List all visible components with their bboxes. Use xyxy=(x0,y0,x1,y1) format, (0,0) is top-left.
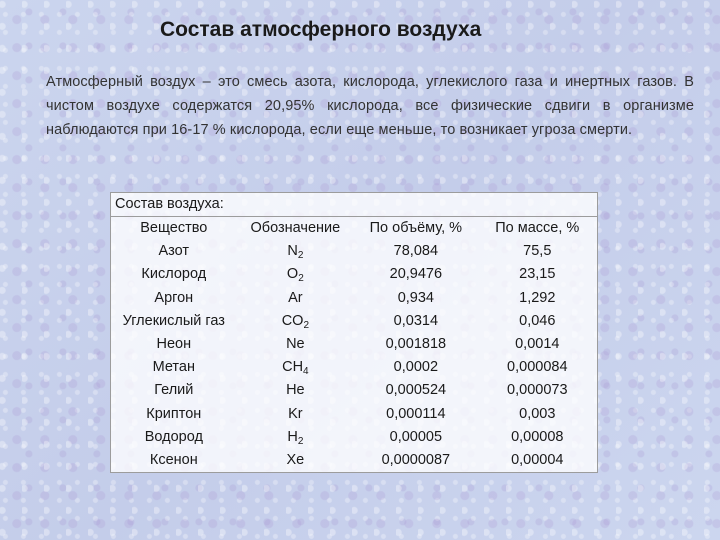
cell-volume: 0,0000087 xyxy=(381,451,451,468)
header-volume: По объёму, % xyxy=(369,220,463,237)
intro-paragraph: Атмосферный воздух – это смесь азота, кислорода, углекислого газа и инертных газов. В чистом воздухе содержатся 20,95% кислорода, все физические сдвиги в организме наблюдаются при 16-17 % кислорода, если еще меньше, то возникает угроза смерти. xyxy=(46,74,694,138)
cell-symbol xyxy=(237,379,355,402)
cell-volume: 0,0002 xyxy=(393,359,439,376)
cell-symbol xyxy=(237,449,355,473)
cell-mass: 0,000073 xyxy=(507,382,568,399)
cell-substance: Углекислый газ xyxy=(122,312,225,329)
symbol-subscript: 2 xyxy=(297,435,304,447)
cell-symbol xyxy=(237,263,355,286)
symbol-text: Kr xyxy=(288,405,303,422)
table-row xyxy=(111,287,598,310)
cell-mass: 23,15 xyxy=(519,266,556,283)
table-row xyxy=(111,356,598,379)
symbol-subscript: 2 xyxy=(298,273,304,285)
header-mass: По массе, % xyxy=(495,220,580,237)
cell-symbol xyxy=(237,426,355,449)
cell-volume: 0,000114 xyxy=(386,405,446,422)
symbol-subscript: 4 xyxy=(303,366,309,378)
cell-mass: 1,292 xyxy=(519,289,556,306)
cell-mass: 0,0014 xyxy=(515,336,560,353)
symbol-text: He xyxy=(286,382,305,399)
table-row xyxy=(111,263,598,286)
table-row xyxy=(111,426,598,449)
cell-symbol xyxy=(237,333,355,356)
cell-volume: 0,000524 xyxy=(385,382,447,399)
cell-substance: Водород xyxy=(144,428,203,445)
cell-symbol xyxy=(237,403,355,426)
cell-symbol xyxy=(237,240,355,263)
cell-mass: 0,00008 xyxy=(511,428,564,445)
cell-symbol xyxy=(237,287,355,310)
slide-title: Состав атмосферного воздуха xyxy=(160,18,482,41)
table-row xyxy=(111,310,598,333)
cell-volume: 20,9476 xyxy=(389,266,443,283)
cell-volume: 0,001818 xyxy=(385,336,447,353)
symbol-text: O xyxy=(286,266,299,283)
cell-volume: 0,934 xyxy=(397,289,434,306)
cell-substance: Азот xyxy=(158,243,190,260)
cell-substance: Кислород xyxy=(141,266,207,283)
table-row xyxy=(111,240,598,263)
cell-symbol xyxy=(237,356,355,379)
table-row xyxy=(111,379,598,402)
cell-volume: 78,084 xyxy=(393,243,439,260)
cell-substance: Гелий xyxy=(154,382,194,399)
table-caption: Состав воздуха: xyxy=(111,193,598,217)
cell-volume: 0,00005 xyxy=(389,428,443,445)
cell-mass: 0,046 xyxy=(519,312,556,329)
symbol-text: N xyxy=(287,243,298,260)
cell-symbol xyxy=(237,310,355,333)
symbol-text: H xyxy=(287,428,298,445)
cell-mass: 0,003 xyxy=(519,405,556,422)
symbol-text: CH xyxy=(282,359,304,376)
symbol-text: Ne xyxy=(286,336,305,353)
table-header-row xyxy=(111,217,598,241)
cell-substance: Ксенон xyxy=(149,451,198,468)
symbol-text: Xe xyxy=(286,451,305,468)
table-row xyxy=(111,333,598,356)
cell-substance: Аргон xyxy=(154,289,194,306)
cell-substance: Криптон xyxy=(146,405,202,422)
cell-volume: 0,0314 xyxy=(393,312,439,329)
table-row xyxy=(111,403,598,426)
symbol-text: Ar xyxy=(288,289,303,306)
header-substance: Вещество xyxy=(140,220,208,237)
cell-mass: 0,00004 xyxy=(511,451,564,468)
symbol-subscript: 2 xyxy=(297,250,304,262)
air-composition-table xyxy=(110,192,598,473)
table-row xyxy=(111,449,598,473)
cell-substance: Неон xyxy=(156,336,192,353)
cell-mass: 0,000084 xyxy=(507,359,568,376)
cell-mass: 75,5 xyxy=(523,243,552,260)
cell-substance: Метан xyxy=(152,359,195,376)
symbol-text: CO xyxy=(281,312,304,329)
header-symbol: Обозначение xyxy=(250,220,341,237)
table-caption-row xyxy=(111,193,598,217)
symbol-subscript: 2 xyxy=(303,319,309,331)
